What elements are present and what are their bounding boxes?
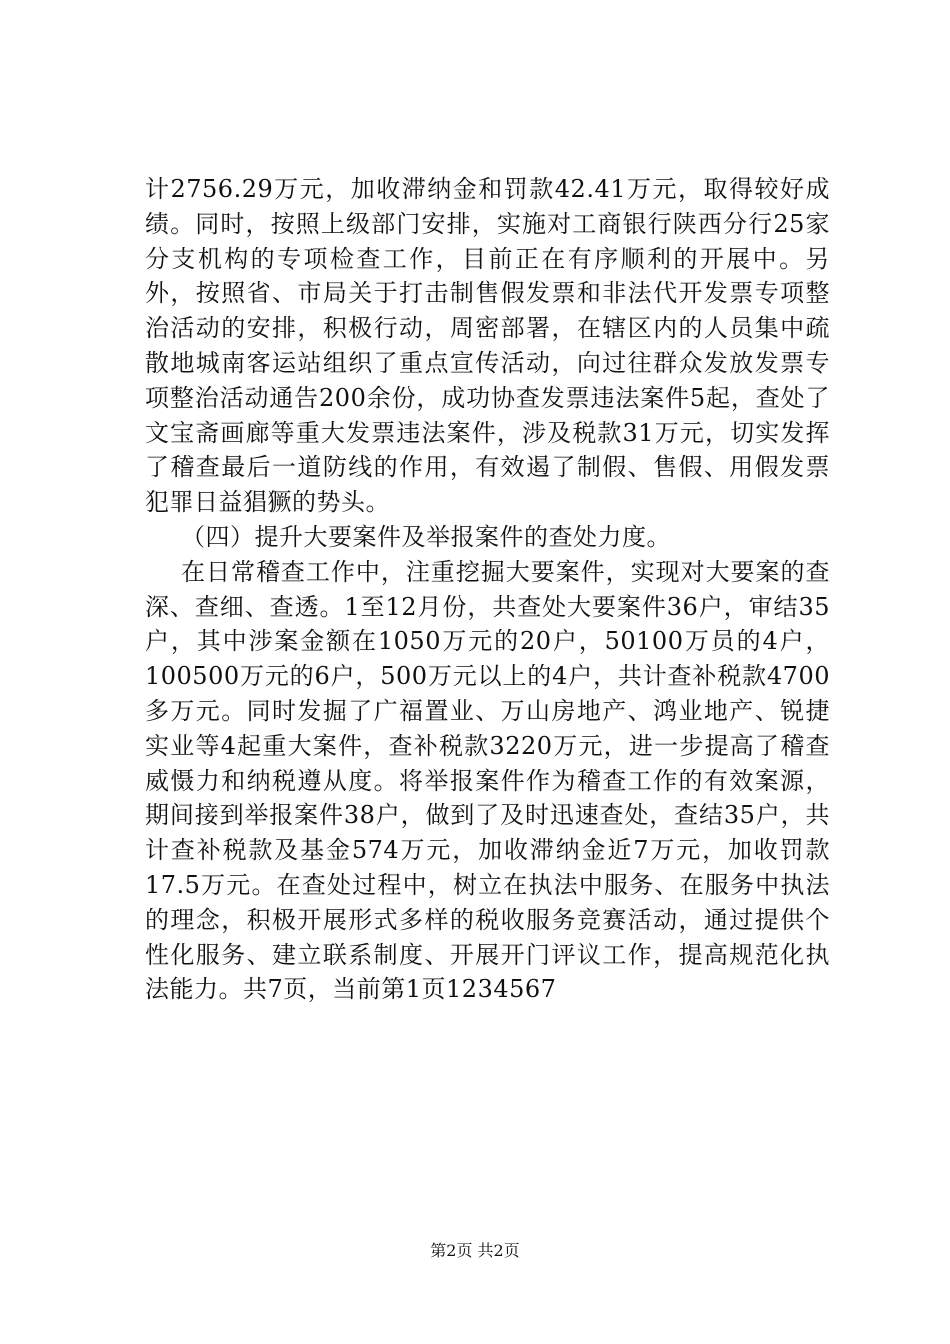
paragraph-1: 计2756.29万元，加收滞纳金和罚款42.41万元，取得较好成绩。同时，按照上级部门安排，实施对工商银行陕西分行25家分支机构的专项检查工作，目前正在有序顺利的开展中。另外，按照省、市局关于打击制售假发票和非法代开发票专项整治活动的安排，积极行动，周密部署，在辖区内的人员集中疏散地城南客运站组织了重点宣传活动，向过往群众发放发票专项整治活动通告200余份，成功协查发票违法案件5起，查处了文宝斋画廊等重大发票违法案件，涉及税款31万元，切实发挥了稽查最后一道防线的作用，有效遏了制假、售假、用假发票犯罪日益猖獗的势头。 [145, 175, 830, 517]
document-body [145, 172, 830, 1007]
section-heading-4: （四）提升大要案件及举报案件的查处力度。 [181, 522, 671, 551]
page-footer: 第2页 共2页 [430, 1241, 520, 1260]
paragraph-3: 在日常稽查工作中，注重挖掘大要案件，实现对大要案的查深、查细、查透。1至12月份，共查处大要案件36户，审结35户，其中涉案金额在1050万元的20户，50100万员的4户，100500万元的6户，500万元以上的4户，共计查补税款4700多万元。同时发掘了广福置业、万山房地产、鸿业地产、锐捷实业等4起重大案件，查补税款3220万元，进一步提高了稽查威慑力和纳税遵从度。将举报案件作为稽查工作的有效案源，期间接到举报案件38户，做到了及时迅速查处，查结35户，共计查补税款及基金574万元，加收滞纳金近7万元，加收罚款17.5万元。在查处过程中，树立在执法中服务、在服务中执法的理念，积极开展形式多样的税收服务竞赛活动，通过提供个性化服务、建立联系制度、开展开门评议工作，提高规范化执法能力。共7页，当前第1页1234567 [145, 557, 830, 1004]
